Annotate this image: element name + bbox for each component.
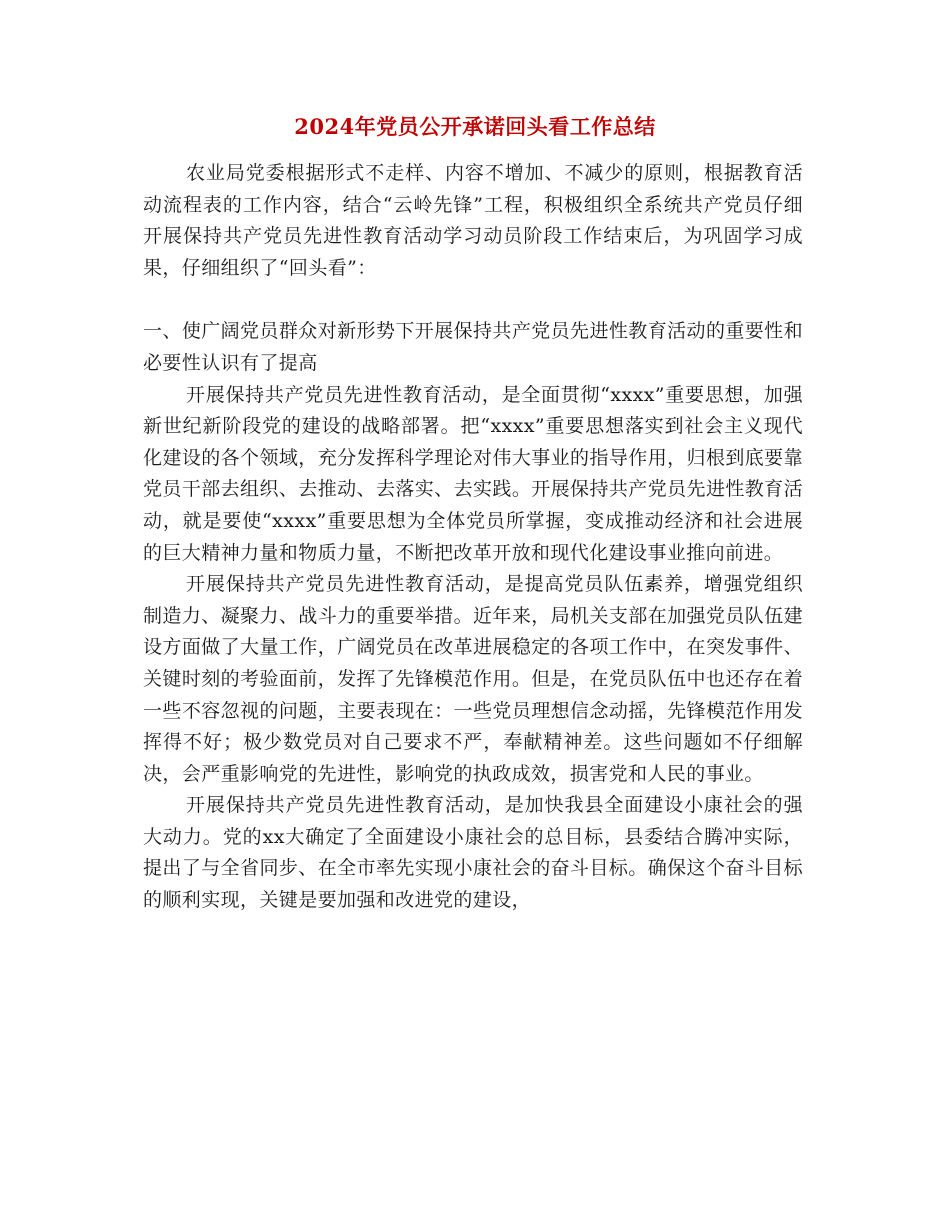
body-paragraph-2: 开展保持共产党员先进性教育活动，是提高党员队伍素养，增强党组织制造力、凝聚力、战斗力的重要举措。近年来，局机关支部在加强党员队伍建设方面做了大量工作，广阔党员在改革进展稳定的各项工作中，在突发事件、关键时刻的考验面前，发挥了先锋模范作用。但是，在党员队伍中也还存在着一些不容忽视的问题，主要表现在：一些党员理想信念动摇，先锋模范作用发挥得不好；极少数党员对自己要求不严，奉献精神差。这些问题如不仔细解决，会严重影响党的先进性，影响党的执政成效，损害党和人民的事业。 (143, 573, 803, 785)
intro-paragraph: 农业局党委根据形式不走样、内容不增加、不减少的原则，根据教育活动流程表的工作内容，结合“云岭先锋”工程，积极组织全系统共产党员仔细开展保持共产党员先进性教育活动学习动员阶段工作结束后，为巩固学习成果，仔细组织了“回头看”： (143, 162, 803, 279)
body-paragraph-1: 开展保持共产党员先进性教育活动，是全面贯彻“xxxx”重要思想，加强新世纪新阶段党的建设的战略部署。把“xxxx”重要思想落实到社会主义现代化建设的各个领域，充分发挥科学理论对伟大事业的指导作用，归根到底要靠党员干部去组织、去推动、去落实、去实践。开展保持共产党员先进性教育活动，就是要使“xxxx”重要思想为全体党员所掌握，变成推动经济和社会进展的巨大精神力量和物质力量，不断把改革开放和现代化建设事业推向前进。 (143, 383, 803, 564)
section-heading: 一、使广阔党员群众对新形势下开展保持共产党员先进性教育活动的重要性和必要性认识有了提高 (143, 320, 803, 374)
document-body (143, 158, 803, 917)
body-paragraph-3: 开展保持共产党员先进性教育活动，是加快我县全面建设小康社会的强大动力。党的xx大确定了全面建设小康社会的总目标，县委结合腾冲实际，提出了与全省同步、在全市率先实现小康社会的奋斗目标。确保这个奋斗目标的顺利实现，关键是要加强和改进党的建设， (143, 794, 803, 912)
document-title: 2024年党员公开承诺回头看工作总结 (294, 114, 656, 139)
